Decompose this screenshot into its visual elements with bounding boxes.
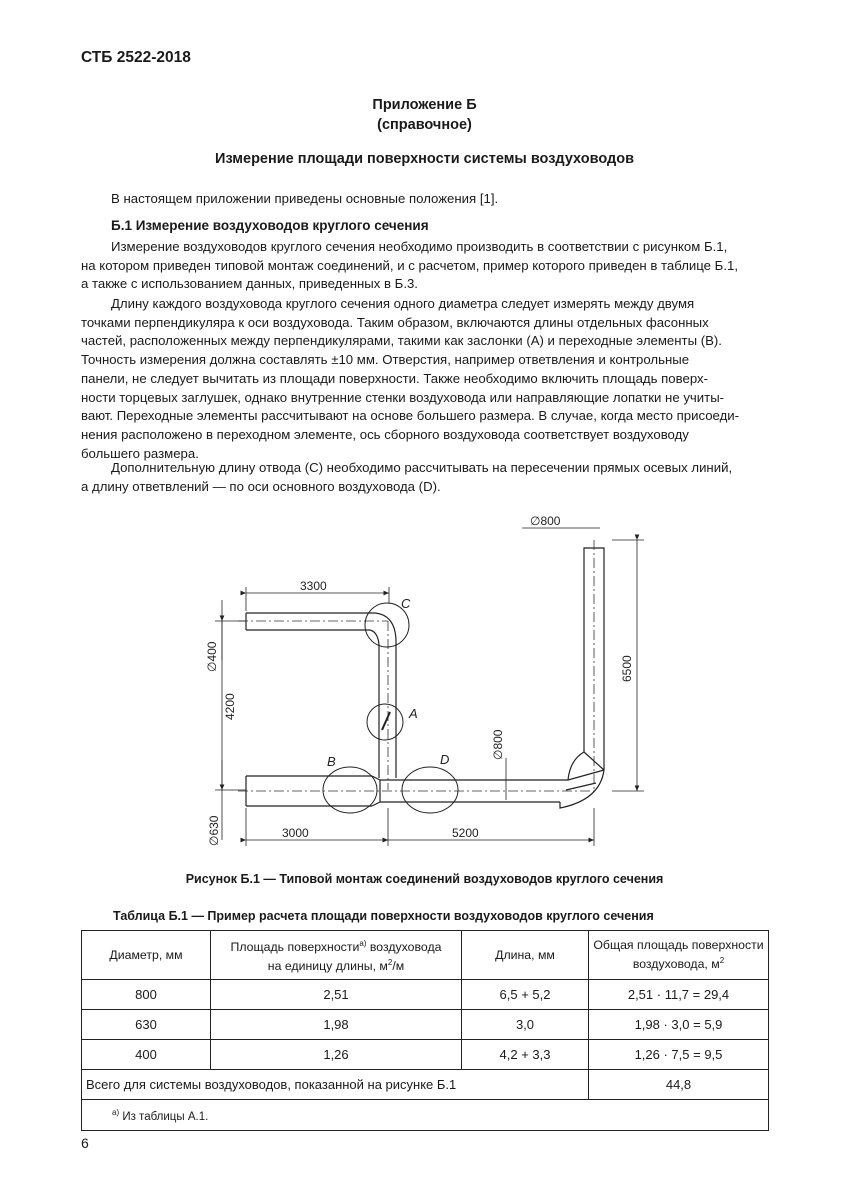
table-row	[82, 980, 769, 1010]
page-number: 6	[81, 1135, 89, 1151]
cell-length: 6,5 + 5,2	[462, 980, 589, 1010]
label-d: D	[440, 752, 450, 767]
figure-caption: Рисунок Б.1 — Типовой монтаж соединений воздуховодов круглого сечения	[185, 872, 664, 886]
dim-6500: 6500	[620, 655, 634, 682]
p2-line: нения расположено в переходном элементе, ось сборного воздуховода соответствует воздуховоду	[81, 426, 689, 442]
dim-3300: 3300	[300, 579, 327, 593]
cell-total: 1,98 · 3,0 = 5,9	[589, 1010, 769, 1040]
dimension-lines	[215, 528, 644, 846]
cell-diameter: 800	[82, 980, 211, 1010]
paragraph-3	[81, 459, 769, 496]
cell-area: 2,51	[211, 980, 462, 1010]
cell-length: 3,0	[462, 1010, 589, 1040]
table-footnote: $^{а)}$ Из таблицы А.1.	[82, 1100, 769, 1131]
p1-line: на котором приведен типовой монтаж соединений, и с расчетом, пример которого приведен в таблице Б.1,	[81, 257, 738, 273]
dimension-labels	[205, 514, 634, 846]
label-b: B	[327, 754, 336, 769]
area-table	[81, 930, 769, 1131]
header-diameter: Диаметр, мм	[82, 931, 211, 980]
table-row	[82, 1040, 769, 1070]
table-footnote-row	[82, 1100, 769, 1131]
section-heading: Б.1 Измерение воздуховодов круглого сечения	[111, 218, 429, 233]
upper-branch-duct	[246, 613, 375, 630]
p2-line: частей, расположенных между перпендикулярами, такими как заслонки (A) и переходные элементы (B).	[81, 333, 722, 349]
total-label: Всего для системы воздуховодов, показанной на рисунке Б.1	[82, 1070, 589, 1100]
dim-d800-top: ∅800	[530, 514, 561, 528]
cell-diameter: 630	[82, 1010, 211, 1040]
p3-line: Дополнительную длину отвода (C) необходимо рассчитывать на пересечении прямых осевых линий,	[111, 460, 733, 475]
paragraph-1	[81, 238, 769, 294]
label-c: C	[401, 596, 411, 611]
intro-paragraph: В настоящем приложении приведены основные положения [1].	[111, 191, 499, 206]
p2-line: панели, не следует вычитать из площади поверхности. Также необходимо включить площадь поверх-	[81, 370, 708, 386]
center-lines	[238, 540, 594, 791]
cell-total: 1,26 · 7,5 = 9,5	[589, 1040, 769, 1070]
dim-d800-mid: ∅800	[491, 729, 505, 760]
document-code: СТБ 2522-2018	[81, 49, 191, 66]
p1-line: а также с использованием данных, приведенных в Б.3.	[81, 276, 418, 292]
dim-5200: 5200	[452, 826, 479, 840]
dim-3000: 3000	[282, 826, 309, 840]
p2-line: большего размера.	[81, 445, 199, 461]
total-value: 44,8	[589, 1070, 769, 1100]
cell-area: 1,26	[211, 1040, 462, 1070]
p2-line: ности торцевых заглушек, однако внутренние стенки воздуховода или направляющие лопатки не учиты-	[81, 389, 725, 405]
riser-400-duct	[370, 613, 396, 778]
table-total-row	[82, 1070, 769, 1100]
duct-diagram	[0, 500, 849, 860]
appendix-name: Приложение Б	[372, 97, 477, 113]
cell-area: 1,98	[211, 1010, 462, 1040]
circle-d	[402, 767, 458, 813]
damper-a	[382, 712, 390, 730]
table-row	[82, 1010, 769, 1040]
dim-d400: ∅400	[205, 641, 219, 672]
main-title: Измерение площади поверхности системы воздуховодов	[215, 151, 634, 167]
table-caption: Таблица Б.1 — Пример расчета площади поверхности воздуховодов круглого сечения	[113, 909, 654, 923]
header-total-area: Общая площадь поверхности воздуховода, $м^2$	[589, 931, 769, 980]
elbow-riser-800	[560, 548, 604, 808]
detail-circles	[323, 603, 458, 813]
dim-d630: ∅630	[207, 815, 221, 846]
appendix-title	[0, 95, 849, 135]
p1-line: Измерение воздуховодов круглого сечения необходимо производить в соответствии с рисунком Б.1,	[111, 239, 728, 254]
cell-total: 2,51 · 11,7 = 29,4	[589, 980, 769, 1010]
p2-line: точками перпендикуляра к оси воздуховода. Таким образом, включаются длины отдельных фасонных	[81, 314, 709, 330]
header-length: Длина, мм	[462, 931, 589, 980]
dim-4200: 4200	[223, 693, 237, 720]
p2-line: Длину каждого воздуховода круглого сечения одного диаметра следует измерять между двумя	[111, 296, 695, 311]
appendix-type: (справочное)	[377, 117, 472, 133]
p2-line: вают. Переходные элементы рассчитывают на основе большего размера. В случае, когда место присоеди-	[81, 408, 740, 424]
elbow-segments	[566, 752, 604, 790]
label-a: A	[409, 706, 418, 721]
table-header-row	[82, 931, 769, 980]
header-area-per-length: Площадь поверхности$^{а)}$ воздуховода на единицу длины, $м^2/м$	[211, 931, 462, 980]
paragraph-2	[81, 295, 769, 463]
cell-length: 4,2 + 3,3	[462, 1040, 589, 1070]
p3-line: а длину ответвлений — по оси основного воздуховода (D).	[81, 478, 441, 494]
p2-line: Точность измерения должна составлять ±10 мм. Отверстия, например ответвления и контрольные	[81, 352, 690, 368]
cell-diameter: 400	[82, 1040, 211, 1070]
